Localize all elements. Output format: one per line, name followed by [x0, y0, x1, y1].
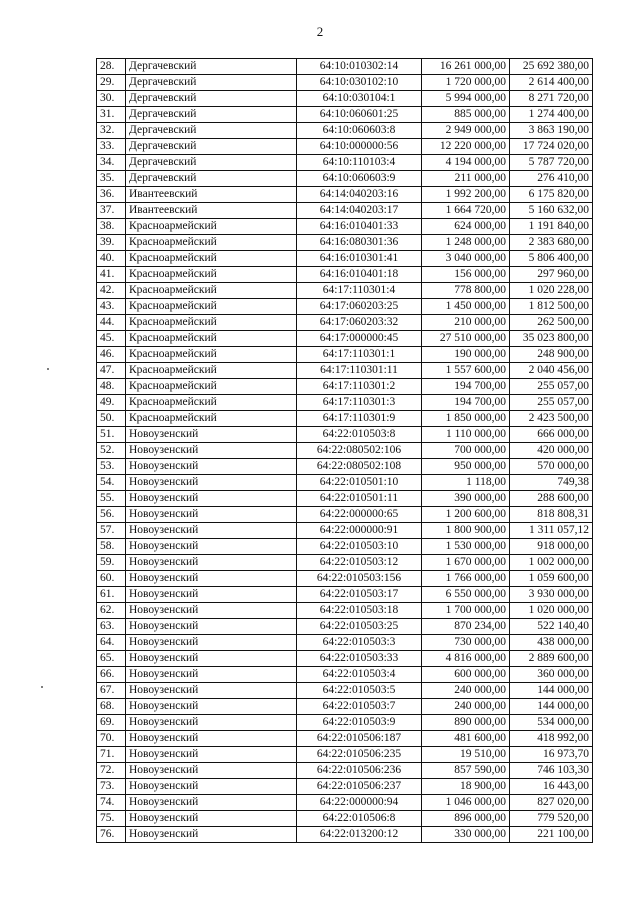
- table-row: [97, 651, 593, 667]
- row-number-cell: 31.: [97, 107, 126, 123]
- cadastral-number-cell: 64:17:000000:45: [297, 331, 422, 347]
- cadastral-number-cell: 64:22:010503:25: [297, 619, 422, 635]
- district-cell: Новоузенский: [126, 715, 297, 731]
- row-number-cell: 29.: [97, 75, 126, 91]
- table-row: [97, 667, 593, 683]
- cadastral-number-cell: 64:22:000000:94: [297, 795, 422, 811]
- value-2-cell: 666 000,00: [510, 427, 593, 443]
- value-2-cell: 818 808,31: [510, 507, 593, 523]
- value-2-cell: 25 692 380,00: [510, 59, 593, 75]
- district-cell: Дергачевский: [126, 155, 297, 171]
- district-cell: Новоузенский: [126, 507, 297, 523]
- cadastral-number-cell: 64:10:060601:25: [297, 107, 422, 123]
- table-row: [97, 219, 593, 235]
- value-1-cell: 210 000,00: [422, 315, 510, 331]
- row-number-cell: 54.: [97, 475, 126, 491]
- table-row: [97, 763, 593, 779]
- value-1-cell: 6 550 000,00: [422, 587, 510, 603]
- cadastral-number-cell: 64:22:000000:91: [297, 523, 422, 539]
- district-cell: Красноармейский: [126, 347, 297, 363]
- value-2-cell: 1 812 500,00: [510, 299, 593, 315]
- table-row: [97, 59, 593, 75]
- cadastral-number-cell: 64:22:010503:33: [297, 651, 422, 667]
- value-1-cell: 1 530 000,00: [422, 539, 510, 555]
- district-cell: Новоузенский: [126, 635, 297, 651]
- row-number-cell: 65.: [97, 651, 126, 667]
- district-cell: Новоузенский: [126, 459, 297, 475]
- cadastral-number-cell: 64:17:060203:32: [297, 315, 422, 331]
- table-row: [97, 523, 593, 539]
- cadastral-number-cell: 64:14:040203:17: [297, 203, 422, 219]
- table-row: [97, 171, 593, 187]
- value-1-cell: 1 992 200,00: [422, 187, 510, 203]
- value-2-cell: 255 057,00: [510, 395, 593, 411]
- value-1-cell: 870 234,00: [422, 619, 510, 635]
- district-cell: Дергачевский: [126, 59, 297, 75]
- row-number-cell: 56.: [97, 507, 126, 523]
- value-2-cell: 5 806 400,00: [510, 251, 593, 267]
- table-row: [97, 91, 593, 107]
- cadastral-number-cell: 64:22:010506:235: [297, 747, 422, 763]
- row-number-cell: 70.: [97, 731, 126, 747]
- row-number-cell: 44.: [97, 315, 126, 331]
- table-row: [97, 235, 593, 251]
- value-1-cell: 1 670 000,00: [422, 555, 510, 571]
- row-number-cell: 45.: [97, 331, 126, 347]
- district-cell: Красноармейский: [126, 235, 297, 251]
- value-2-cell: 2 614 400,00: [510, 75, 593, 91]
- table-row: [97, 427, 593, 443]
- value-2-cell: 918 000,00: [510, 539, 593, 555]
- value-2-cell: 1 274 400,00: [510, 107, 593, 123]
- row-number-cell: 47.: [97, 363, 126, 379]
- district-cell: Красноармейский: [126, 411, 297, 427]
- row-number-cell: 40.: [97, 251, 126, 267]
- cadastral-number-cell: 64:10:000000:56: [297, 139, 422, 155]
- row-number-cell: 53.: [97, 459, 126, 475]
- value-2-cell: 827 020,00: [510, 795, 593, 811]
- district-cell: Дергачевский: [126, 123, 297, 139]
- value-1-cell: 1 046 000,00: [422, 795, 510, 811]
- value-1-cell: 1 118,00: [422, 475, 510, 491]
- value-1-cell: 1 700 000,00: [422, 603, 510, 619]
- row-number-cell: 75.: [97, 811, 126, 827]
- cadastral-number-cell: 64:22:010506:236: [297, 763, 422, 779]
- value-2-cell: 17 724 020,00: [510, 139, 593, 155]
- district-cell: Новоузенский: [126, 795, 297, 811]
- row-number-cell: 30.: [97, 91, 126, 107]
- row-number-cell: 41.: [97, 267, 126, 283]
- district-cell: Новоузенский: [126, 667, 297, 683]
- district-cell: Новоузенский: [126, 827, 297, 843]
- district-cell: Красноармейский: [126, 379, 297, 395]
- table-row: [97, 555, 593, 571]
- district-cell: Дергачевский: [126, 107, 297, 123]
- value-1-cell: 4 194 000,00: [422, 155, 510, 171]
- value-2-cell: 8 271 720,00: [510, 91, 593, 107]
- value-2-cell: 360 000,00: [510, 667, 593, 683]
- value-2-cell: 570 000,00: [510, 459, 593, 475]
- value-1-cell: 1 557 600,00: [422, 363, 510, 379]
- value-2-cell: 779 520,00: [510, 811, 593, 827]
- value-1-cell: 1 720 000,00: [422, 75, 510, 91]
- district-cell: Новоузенский: [126, 523, 297, 539]
- row-number-cell: 35.: [97, 171, 126, 187]
- district-cell: Дергачевский: [126, 171, 297, 187]
- table-row: [97, 507, 593, 523]
- value-2-cell: 522 140,40: [510, 619, 593, 635]
- district-cell: Новоузенский: [126, 555, 297, 571]
- value-1-cell: 330 000,00: [422, 827, 510, 843]
- value-1-cell: 194 700,00: [422, 395, 510, 411]
- value-1-cell: 1 450 000,00: [422, 299, 510, 315]
- row-number-cell: 43.: [97, 299, 126, 315]
- cadastral-number-cell: 64:17:110301:1: [297, 347, 422, 363]
- row-number-cell: 39.: [97, 235, 126, 251]
- value-1-cell: 2 949 000,00: [422, 123, 510, 139]
- value-2-cell: 2 383 680,00: [510, 235, 593, 251]
- district-cell: Новоузенский: [126, 699, 297, 715]
- table-row: [97, 299, 593, 315]
- table-row: [97, 267, 593, 283]
- row-number-cell: 63.: [97, 619, 126, 635]
- row-number-cell: 49.: [97, 395, 126, 411]
- table-row: [97, 731, 593, 747]
- value-1-cell: 857 590,00: [422, 763, 510, 779]
- table-row: [97, 155, 593, 171]
- cadastral-number-cell: 64:16:010301:41: [297, 251, 422, 267]
- row-number-cell: 62.: [97, 603, 126, 619]
- cadastral-number-cell: 64:22:080502:108: [297, 459, 422, 475]
- row-number-cell: 60.: [97, 571, 126, 587]
- district-cell: Красноармейский: [126, 315, 297, 331]
- page-number: 2: [316, 24, 324, 39]
- cadastral-number-cell: 64:17:060203:25: [297, 299, 422, 315]
- row-number-cell: 28.: [97, 59, 126, 75]
- cadastral-number-cell: 64:22:010503:17: [297, 587, 422, 603]
- table-row: [97, 827, 593, 843]
- value-1-cell: 194 700,00: [422, 379, 510, 395]
- value-1-cell: 156 000,00: [422, 267, 510, 283]
- scan-speck: [41, 686, 43, 688]
- cadastral-number-cell: 64:10:110103:4: [297, 155, 422, 171]
- value-1-cell: 890 000,00: [422, 715, 510, 731]
- table-row: [97, 251, 593, 267]
- district-cell: Новоузенский: [126, 811, 297, 827]
- table-row: [97, 795, 593, 811]
- cadastral-number-cell: 64:22:010503:9: [297, 715, 422, 731]
- table-row: [97, 139, 593, 155]
- cadastral-number-cell: 64:22:010503:12: [297, 555, 422, 571]
- row-number-cell: 68.: [97, 699, 126, 715]
- value-1-cell: 1 110 000,00: [422, 427, 510, 443]
- value-2-cell: 1 311 057,12: [510, 523, 593, 539]
- value-1-cell: 4 816 000,00: [422, 651, 510, 667]
- district-cell: Новоузенский: [126, 539, 297, 555]
- value-1-cell: 1 800 900,00: [422, 523, 510, 539]
- cadastral-number-cell: 64:22:010503:7: [297, 699, 422, 715]
- district-cell: Новоузенский: [126, 427, 297, 443]
- row-number-cell: 42.: [97, 283, 126, 299]
- district-cell: Новоузенский: [126, 731, 297, 747]
- value-2-cell: 297 960,00: [510, 267, 593, 283]
- cadastral-number-cell: 64:17:110301:3: [297, 395, 422, 411]
- value-2-cell: 248 900,00: [510, 347, 593, 363]
- row-number-cell: 32.: [97, 123, 126, 139]
- row-number-cell: 58.: [97, 539, 126, 555]
- table-row: [97, 699, 593, 715]
- table-row: [97, 715, 593, 731]
- district-cell: Дергачевский: [126, 75, 297, 91]
- district-cell: Новоузенский: [126, 491, 297, 507]
- district-cell: Красноармейский: [126, 219, 297, 235]
- row-number-cell: 51.: [97, 427, 126, 443]
- district-cell: Красноармейский: [126, 283, 297, 299]
- district-cell: Новоузенский: [126, 587, 297, 603]
- cadastral-number-cell: 64:22:013200:12: [297, 827, 422, 843]
- row-number-cell: 38.: [97, 219, 126, 235]
- table-row: [97, 203, 593, 219]
- district-cell: Новоузенский: [126, 603, 297, 619]
- cadastral-number-cell: 64:10:060603:8: [297, 123, 422, 139]
- district-cell: Новоузенский: [126, 571, 297, 587]
- cadastral-number-cell: 64:10:010302:14: [297, 59, 422, 75]
- table-body: [97, 59, 593, 843]
- row-number-cell: 71.: [97, 747, 126, 763]
- cadastral-number-cell: 64:17:110301:4: [297, 283, 422, 299]
- table-row: [97, 619, 593, 635]
- value-2-cell: 749,38: [510, 475, 593, 491]
- row-number-cell: 48.: [97, 379, 126, 395]
- district-cell: Новоузенский: [126, 683, 297, 699]
- district-cell: Новоузенский: [126, 763, 297, 779]
- value-1-cell: 1 766 000,00: [422, 571, 510, 587]
- table-row: [97, 459, 593, 475]
- cadastral-number-cell: 64:22:010503:5: [297, 683, 422, 699]
- row-number-cell: 34.: [97, 155, 126, 171]
- value-1-cell: 18 900,00: [422, 779, 510, 795]
- value-2-cell: 255 057,00: [510, 379, 593, 395]
- table-row: [97, 123, 593, 139]
- row-number-cell: 67.: [97, 683, 126, 699]
- cadastral-number-cell: 64:22:010506:237: [297, 779, 422, 795]
- table-row: [97, 187, 593, 203]
- value-2-cell: 1 020 000,00: [510, 603, 593, 619]
- value-2-cell: 221 100,00: [510, 827, 593, 843]
- cadastral-number-cell: 64:22:000000:65: [297, 507, 422, 523]
- value-1-cell: 730 000,00: [422, 635, 510, 651]
- row-number-cell: 59.: [97, 555, 126, 571]
- table-row: [97, 811, 593, 827]
- cadastral-number-cell: 64:22:010503:4: [297, 667, 422, 683]
- table-row: [97, 395, 593, 411]
- row-number-cell: 57.: [97, 523, 126, 539]
- value-1-cell: 12 220 000,00: [422, 139, 510, 155]
- cadastral-number-cell: 64:22:010501:11: [297, 491, 422, 507]
- value-2-cell: 3 863 190,00: [510, 123, 593, 139]
- table-row: [97, 75, 593, 91]
- value-1-cell: 778 800,00: [422, 283, 510, 299]
- value-2-cell: 262 500,00: [510, 315, 593, 331]
- row-number-cell: 33.: [97, 139, 126, 155]
- value-2-cell: 35 023 800,00: [510, 331, 593, 347]
- cadastral-number-cell: 64:14:040203:16: [297, 187, 422, 203]
- table-row: [97, 635, 593, 651]
- table-row: [97, 443, 593, 459]
- value-1-cell: 3 040 000,00: [422, 251, 510, 267]
- value-1-cell: 896 000,00: [422, 811, 510, 827]
- table-row: [97, 107, 593, 123]
- cadastral-number-cell: 64:16:010401:33: [297, 219, 422, 235]
- cadastral-number-cell: 64:22:010501:10: [297, 475, 422, 491]
- district-cell: Красноармейский: [126, 331, 297, 347]
- row-number-cell: 61.: [97, 587, 126, 603]
- table-row: [97, 571, 593, 587]
- row-number-cell: 76.: [97, 827, 126, 843]
- cadastral-number-cell: 64:10:060603:9: [297, 171, 422, 187]
- row-number-cell: 66.: [97, 667, 126, 683]
- table-row: [97, 603, 593, 619]
- value-1-cell: 240 000,00: [422, 683, 510, 699]
- table-row: [97, 411, 593, 427]
- district-cell: Красноармейский: [126, 299, 297, 315]
- district-cell: Красноармейский: [126, 395, 297, 411]
- table-row: [97, 379, 593, 395]
- value-1-cell: 1 248 000,00: [422, 235, 510, 251]
- table-row: [97, 283, 593, 299]
- value-1-cell: 390 000,00: [422, 491, 510, 507]
- row-number-cell: 37.: [97, 203, 126, 219]
- value-2-cell: 2 040 456,00: [510, 363, 593, 379]
- value-1-cell: 19 510,00: [422, 747, 510, 763]
- cadastral-number-cell: 64:16:010401:18: [297, 267, 422, 283]
- district-cell: Красноармейский: [126, 267, 297, 283]
- district-cell: Ивантеевский: [126, 203, 297, 219]
- value-1-cell: 885 000,00: [422, 107, 510, 123]
- district-cell: Ивантеевский: [126, 187, 297, 203]
- value-1-cell: 240 000,00: [422, 699, 510, 715]
- value-2-cell: 16 443,00: [510, 779, 593, 795]
- value-2-cell: 144 000,00: [510, 699, 593, 715]
- district-cell: Новоузенский: [126, 651, 297, 667]
- district-cell: Новоузенский: [126, 619, 297, 635]
- value-1-cell: 211 000,00: [422, 171, 510, 187]
- cadastral-number-cell: 64:22:080502:106: [297, 443, 422, 459]
- value-2-cell: 2 423 500,00: [510, 411, 593, 427]
- cadastral-number-cell: 64:17:110301:2: [297, 379, 422, 395]
- value-2-cell: 1 020 228,00: [510, 283, 593, 299]
- value-1-cell: 27 510 000,00: [422, 331, 510, 347]
- table-row: [97, 779, 593, 795]
- row-number-cell: 74.: [97, 795, 126, 811]
- row-number-cell: 50.: [97, 411, 126, 427]
- value-2-cell: 144 000,00: [510, 683, 593, 699]
- value-2-cell: 1 059 600,00: [510, 571, 593, 587]
- table-row: [97, 315, 593, 331]
- cadastral-number-cell: 64:16:080301:36: [297, 235, 422, 251]
- cadastral-number-cell: 64:10:030104:1: [297, 91, 422, 107]
- row-number-cell: 73.: [97, 779, 126, 795]
- value-2-cell: 534 000,00: [510, 715, 593, 731]
- row-number-cell: 52.: [97, 443, 126, 459]
- row-number-cell: 72.: [97, 763, 126, 779]
- district-cell: Дергачевский: [126, 139, 297, 155]
- cadastral-number-cell: 64:22:010503:10: [297, 539, 422, 555]
- row-number-cell: 69.: [97, 715, 126, 731]
- value-2-cell: 418 992,00: [510, 731, 593, 747]
- row-number-cell: 64.: [97, 635, 126, 651]
- cadastral-number-cell: 64:22:010506:187: [297, 731, 422, 747]
- cadastral-number-cell: 64:22:010503:8: [297, 427, 422, 443]
- table-row: [97, 539, 593, 555]
- district-cell: Дергачевский: [126, 91, 297, 107]
- value-2-cell: 288 600,00: [510, 491, 593, 507]
- value-1-cell: 5 994 000,00: [422, 91, 510, 107]
- cadastral-number-cell: 64:17:110301:11: [297, 363, 422, 379]
- value-2-cell: 1 191 840,00: [510, 219, 593, 235]
- value-2-cell: 276 410,00: [510, 171, 593, 187]
- table-row: [97, 363, 593, 379]
- cadastral-number-cell: 64:22:010503:18: [297, 603, 422, 619]
- row-number-cell: 46.: [97, 347, 126, 363]
- district-cell: Новоузенский: [126, 747, 297, 763]
- cadastral-number-cell: 64:10:030102:10: [297, 75, 422, 91]
- value-1-cell: 950 000,00: [422, 459, 510, 475]
- value-1-cell: 1 664 720,00: [422, 203, 510, 219]
- row-number-cell: 55.: [97, 491, 126, 507]
- table-row: [97, 491, 593, 507]
- value-1-cell: 700 000,00: [422, 443, 510, 459]
- scan-speck: [47, 368, 49, 370]
- district-cell: Красноармейский: [126, 363, 297, 379]
- value-2-cell: 3 930 000,00: [510, 587, 593, 603]
- value-2-cell: 1 002 000,00: [510, 555, 593, 571]
- value-2-cell: 746 103,30: [510, 763, 593, 779]
- value-1-cell: 190 000,00: [422, 347, 510, 363]
- value-2-cell: 5 160 632,00: [510, 203, 593, 219]
- cadastral-number-cell: 64:17:110301:9: [297, 411, 422, 427]
- value-1-cell: 481 600,00: [422, 731, 510, 747]
- table-row: [97, 475, 593, 491]
- cadastral-number-cell: 64:22:010506:8: [297, 811, 422, 827]
- value-2-cell: 5 787 720,00: [510, 155, 593, 171]
- value-2-cell: 438 000,00: [510, 635, 593, 651]
- district-cell: Новоузенский: [126, 779, 297, 795]
- table-row: [97, 347, 593, 363]
- value-2-cell: 2 889 600,00: [510, 651, 593, 667]
- value-1-cell: 624 000,00: [422, 219, 510, 235]
- table-row: [97, 683, 593, 699]
- row-number-cell: 36.: [97, 187, 126, 203]
- district-cell: Новоузенский: [126, 475, 297, 491]
- value-1-cell: 600 000,00: [422, 667, 510, 683]
- table-row: [97, 587, 593, 603]
- table-row: [97, 747, 593, 763]
- value-2-cell: 16 973,70: [510, 747, 593, 763]
- value-1-cell: 16 261 000,00: [422, 59, 510, 75]
- value-2-cell: 6 175 820,00: [510, 187, 593, 203]
- district-cell: Новоузенский: [126, 443, 297, 459]
- district-cell: Красноармейский: [126, 251, 297, 267]
- table-row: [97, 331, 593, 347]
- value-2-cell: 420 000,00: [510, 443, 593, 459]
- land-plots-table: [96, 58, 593, 843]
- value-1-cell: 1 200 600,00: [422, 507, 510, 523]
- cadastral-number-cell: 64:22:010503:156: [297, 571, 422, 587]
- cadastral-number-cell: 64:22:010503:3: [297, 635, 422, 651]
- value-1-cell: 1 850 000,00: [422, 411, 510, 427]
